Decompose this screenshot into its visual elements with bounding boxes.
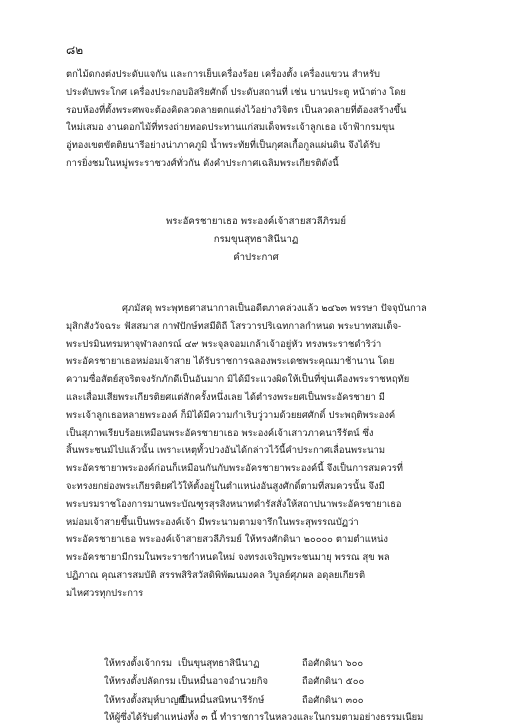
appointment-list	[104, 655, 464, 710]
body-line: พระอัครชายามีกรมในพระราชกำหนดใหม่ จงทรงเจริญพระชนมายุ พรรณ สุข พล	[66, 552, 390, 564]
body-line: และเสื่อมเสียพระเกียรติยศแต่สักครั้งหนึ่งเลย ได้ตำรงพระยศเป็นพระอัครชายา มี	[66, 391, 385, 403]
proclamation-body	[66, 300, 446, 603]
proclamation-heading	[66, 213, 446, 267]
body-line: มุสิกสังวัจฉระ ฟัสสมาส กาฬปักษ์ทสมีดิถี โสรวารปริเฉทกาลกำหนด พระบาทสมเด็จ-	[66, 320, 402, 332]
appointment-sakdina: ถือศักดินา ๖๐๐	[302, 658, 364, 669]
intro-line: อู่ทองเขตขัตติยนารีอย่างน่าภาคภูมิ น้ำพระทัยที่เป็นกุศลเกื้อกูลแผ่นดิน จึงได้รับ	[66, 140, 381, 152]
page-number: ๘๒	[66, 43, 84, 57]
appointment-sakdina: ถือศักดินา ๓๐๐	[302, 694, 364, 706]
body-line: พระอัครชายาเธอ พระองค์เจ้าสายสวลีภิรมย์ ให้ทรงศักดินา ๒๐๐๐๐ ตามตำแหน่ง	[66, 534, 388, 546]
appointment-name: เป็นหมื่นสนิทนารีรักษ์	[178, 694, 265, 706]
intro-paragraph	[66, 66, 446, 173]
appointment-row	[104, 655, 464, 673]
appointment-sakdina: ถือศักดินา ๕๐๐	[302, 676, 365, 688]
body-line: ความซื่อสัตย์สุจริตจงรักภักดีเป็นอันมาก มิได้มีระแวงผิดให้เป็นที่ขุ่นเคืองพระราชหฤทัย	[66, 374, 410, 386]
body-line: หม่อมเจ้าสายขึ้นเป็นพระองค์เจ้า มีพระนามตามจารึกในพระสุพรรณบัฏว่า	[66, 516, 359, 528]
body-line: พระเจ้าลูกเธอหลายพระองค์ ก็มิได้มีความกำเริบวู่วามด้วยยศศักดิ์ ประพฤติพระองค์	[66, 409, 396, 421]
body-line: พระอัครชายาเธอหม่อมเจ้าสาย ได้รับราชการฉลองพระเดชพระคุณมาช้านาน โดย	[66, 356, 395, 368]
appointment-title: ให้ทรงตั้งปลัดกรม	[104, 676, 176, 688]
body-line: เป็นสุภาพเรียบร้อยเหมือนพระอัครชายาเธอ พระองค์เจ้าเสาวภาคนารีรัตน์ ซึ่ง	[66, 427, 374, 439]
body-line: ปฏิภาณ คุณสารสมบัติ สรรพสิริสวัสดิพิพัฒนมงคล วิบูลย์ศุภผล อดุลยเกียรติ	[66, 569, 366, 581]
appointment-name: เป็นขุนสุทธาสินีนาฏ	[178, 658, 260, 669]
heading-proclamation-label: คำประกาศ	[233, 252, 279, 263]
heading-title: พระอัครชายาเธอ พระองค์เจ้าสายสวลีภิรมย์	[165, 216, 346, 227]
intro-line: รอบห้องที่ตั้งพระศพจะต้องคิดลวดลายตกแต่งไว้อย่างวิจิตร เป็นลวดลายที่ต้องสร้างขึ้น	[66, 104, 407, 116]
appointment-row	[104, 692, 464, 710]
body-line: มไหศวรทุกประการ	[66, 587, 144, 599]
closing-line: ให้ผู้ซึ่งได้รับตำแหน่งทั้ง ๓ นี้ ทำราชการในหลวงและในกรมตามอย่างธรรมเนียม	[104, 712, 424, 723]
body-line: ศุภมัสดุ พระพุทธศาสนากาลเป็นอดีตภาคล่วงแล้ว ๒๔๖๓ พรรษา ปัจจุบันกาล	[122, 303, 427, 314]
intro-line: ประดับพระโกศ เครื่องประกอบอิสริยศักดิ์ ประดับสถานที่ เช่น บานประตู หน้าต่าง โดย	[66, 86, 406, 98]
heading-rank-title: กรมขุนสุทธาสินีนาฏ	[213, 234, 299, 245]
intro-line: การยิ่งชมในหมู่พระราชวงศ์ทั่วกัน ดังคำประกาศเฉลิมพระเกียรติดังนี้	[66, 157, 339, 169]
appointment-title: ให้ทรงตั้งเจ้ากรม	[104, 658, 173, 669]
appointment-name: เป็นหมื่นอาจอำนวยกิจ	[178, 676, 268, 688]
body-line: พระอัครชายาพระองค์ก่อนก็เหมือนกันกับพระอัครชายาพระองค์นี้ จึงเป็นการสมควรที่	[66, 463, 403, 475]
body-line: สิ้นพระชนม์ไปแล้วนั้น เพราะเหตุทั้วปวงอันได้กล่าวไว้นี้คำประกาศเลื่อนพระนาม	[66, 445, 385, 457]
appointment-title: ให้ทรงตั้งสมุห์บาญชี	[104, 694, 185, 706]
appointment-row	[104, 673, 464, 691]
intro-line: ตกไม้ดกงต่งประดับแจกัน และการเย็บเครื่องร้อย เครื่องตั้ง เครื่องแขวน สำหรับ	[66, 69, 380, 80]
intro-line: ใหม่เสมอ งานดอกไม้ที่ทรงถ่ายทอดประทานแก่สมเด็จพระเจ้าลูกเธอ เจ้าฟ้ากรมขุน	[66, 122, 395, 134]
body-line: พระบรมราชโองการมานพระบัณฑูรสุรสิงหนาทดำรัสสั่งให้สถาปนาพระอัครชายาเธอ	[66, 498, 402, 510]
body-line: พระปรมินทรมหาจุฬาลงกรณ์ ๔๙ พระจุลจอมเกล้าเจ้าอยู่หัว ทรงพระราชดำริว่า	[66, 338, 382, 350]
body-line: จะทรงยกย่องพระเกียรติยศไว้ให้ตั้งอยู่ในตำแหน่งอันสูงศักดิ์ตามที่สมควรนั้น จึงมี	[66, 480, 385, 492]
